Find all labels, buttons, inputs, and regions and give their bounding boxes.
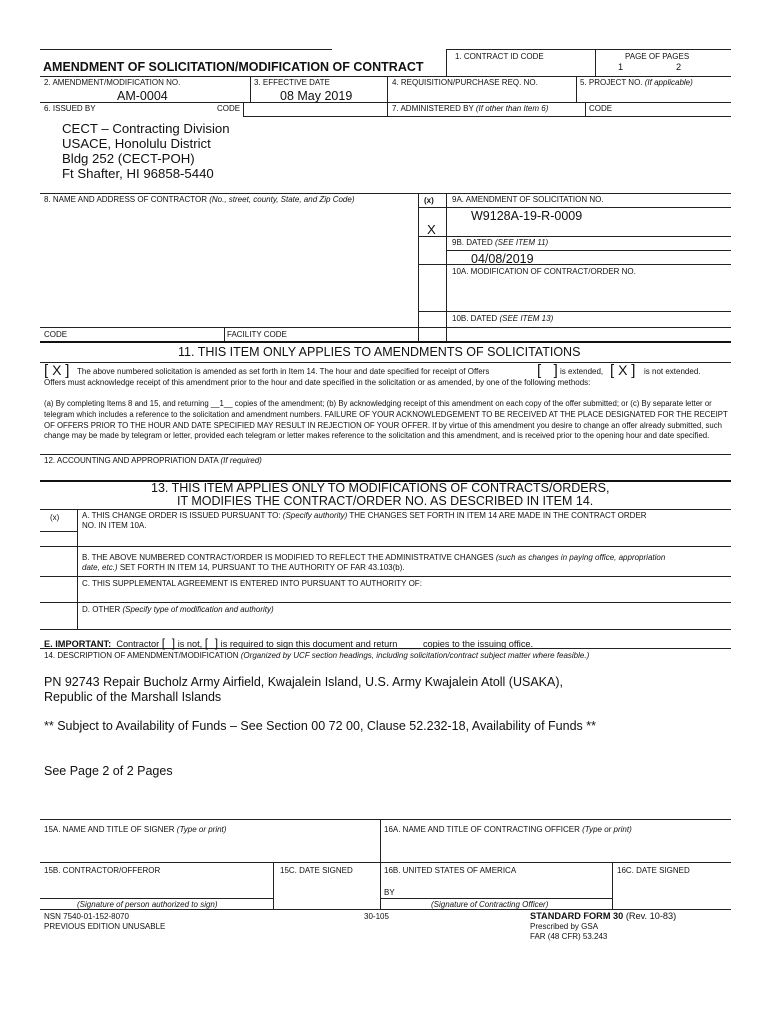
- contractor-code-label: CODE: [44, 330, 68, 339]
- item-13-heading-2: IT MODIFIES THE CONTRACT/ORDER NO. AS DESCRIBED IN ITEM 14.: [177, 494, 594, 508]
- description-line-2: Republic of the Marshall Islands: [44, 690, 222, 704]
- standard-form-title: STANDARD FORM 30 (Rev. 10-83): [530, 911, 677, 921]
- page-of-pages-label: PAGE OF PAGES: [625, 52, 690, 61]
- dated-9b-label: 9B. DATED (SEE ITEM 11): [452, 238, 549, 247]
- x-column-header: (x): [424, 196, 434, 205]
- issuer-address-line: Bldg 252 (CECT-POH): [62, 151, 195, 166]
- contractor-label: 8. NAME AND ADDRESS OF CONTRACTOR (No., street, county, State, and Zip Code): [44, 195, 355, 204]
- item-11-heading: 11. THIS ITEM ONLY APPLIES TO AMENDMENTS OF SOLICITATIONS: [178, 345, 581, 359]
- important-line: E. IMPORTANT: Contractor [ ] is not, [ ] is required to sign this document and return ____ copies to the issuing office.: [44, 636, 534, 650]
- effective-date-label: 3. EFFECTIVE DATE: [254, 78, 330, 87]
- administered-by-code-label: CODE: [589, 104, 613, 113]
- description-line-4: See Page 2 of 2 Pages: [44, 764, 173, 778]
- item-13-heading-1: 13. THIS ITEM APPLIES ONLY TO MODIFICATIONS OF CONTRACTS/ORDERS,: [151, 481, 610, 495]
- page-number: 1: [618, 62, 624, 72]
- dated-10b-label: 10B. DATED (SEE ITEM 13): [452, 314, 554, 323]
- option-d[interactable]: D. OTHER (Specify type of modification and authority): [82, 605, 274, 614]
- officer-date-signed-label: 16C. DATE SIGNED: [617, 866, 690, 875]
- option-c[interactable]: C. THIS SUPPLEMENTAL AGREEMENT IS ENTERED INTO PURSUANT TO AUTHORITY OF:: [82, 579, 422, 588]
- item-13-x-header: (x): [50, 513, 60, 522]
- previous-edition-label: PREVIOUS EDITION UNUSABLE: [44, 922, 166, 931]
- modification-no-label: 10A. MODIFICATION OF CONTRACT/ORDER NO.: [452, 267, 636, 276]
- issuer-address-line: USACE, Honolulu District: [62, 136, 211, 151]
- option-b-line-2: date, etc.) SET FORTH IN ITEM 14, PURSUANT TO THE AUTHORITY OF FAR 43.103(b).: [82, 563, 405, 572]
- issuer-address-line: Ft Shafter, HI 96858-5440: [62, 166, 214, 181]
- copies-value: __1__: [210, 399, 233, 408]
- is-not-extended-label: is not extended.: [644, 367, 701, 376]
- description-label: 14. DESCRIPTION OF AMENDMENT/MODIFICATION (Organized by UCF section headings, including solicitation/contract subject matter where feasible.): [44, 651, 590, 660]
- administered-by-label: 7. ADMINISTERED BY (If other than Item 6): [392, 104, 549, 113]
- option-b[interactable]: B. THE ABOVE NUMBERED CONTRACT/ORDER IS MODIFIED TO REFLECT THE ADMINISTRATIVE CHANGES (such as changes in paying office, appropriation: [82, 553, 666, 562]
- contractor-signature-caption: (Signature of person authorized to sign): [77, 900, 218, 909]
- united-states-label: 16B. UNITED STATES OF AMERICA: [384, 866, 517, 875]
- extension-checkbox-group: [ X ]: [44, 362, 70, 379]
- issued-by-code-label: CODE: [217, 104, 241, 113]
- option-a[interactable]: A. THIS CHANGE ORDER IS ISSUED PURSUANT TO: (Specify authority) THE CHANGES SET FORTH IN ITEM 14 ARE MADE IN THE CONTRACT ORDER: [82, 511, 647, 520]
- far-reference: FAR (48 CFR) 53.243: [530, 932, 608, 941]
- solicitation-no-label: 9A. AMENDMENT OF SOLICITATION NO.: [452, 195, 604, 204]
- facility-code-label: FACILITY CODE: [227, 330, 287, 339]
- effective-date-value: 08 May 2019: [280, 89, 353, 103]
- issuer-address-line: CECT – Contracting Division: [62, 121, 230, 136]
- requisition-label: 4. REQUISITION/PURCHASE REQ. NO.: [392, 78, 538, 87]
- accounting-label: 12. ACCOUNTING AND APPROPRIATION DATA (If required): [44, 456, 262, 465]
- checkbox-is-required[interactable]: [ ]: [204, 636, 219, 650]
- prescribed-by-label: Prescribed by GSA: [530, 922, 599, 931]
- description-line-3: ** Subject to Availability of Funds – See Section 00 72 00, Clause 52.232-18, Availability of Funds **: [44, 719, 596, 733]
- item-11-line-1: The above numbered solicitation is amended as set forth in Item 14. The hour and date specified for receipt of Offers: [77, 367, 490, 376]
- amendment-no-value: AM-0004: [117, 89, 168, 103]
- amendment-no-label: 2. AMENDMENT/MODIFICATION NO.: [44, 78, 181, 87]
- contract-id-label: 1. CONTRACT ID CODE: [455, 52, 544, 61]
- contractor-offeror-label: 15B. CONTRACTOR/OFFEROR: [44, 866, 161, 875]
- checkbox-not-extended[interactable]: X: [618, 362, 628, 378]
- form-code: 30-105: [364, 912, 389, 921]
- option-a-line-2: NO. IN ITEM 10A.: [82, 521, 147, 530]
- checkbox-is-not[interactable]: [ ]: [161, 636, 176, 650]
- description-line-1: PN 92743 Repair Bucholz Army Airfield, Kwajalein Island, U.S. Army Kwajalein Atoll (USAKA),: [44, 675, 563, 689]
- nsn-label: NSN 7540-01-152-8070: [44, 912, 129, 921]
- issued-by-label: 6. ISSUED BY: [44, 104, 96, 113]
- signer-name-label: 15A. NAME AND TITLE OF SIGNER (Type or print): [44, 825, 227, 834]
- form-title: AMENDMENT OF SOLICITATION/MODIFICATION OF CONTRACT: [43, 60, 424, 74]
- item-11-line-2: Offers must acknowledge receipt of this amendment prior to the hour and date specified in the solicitation or as amended, by one of the following methods:: [44, 378, 591, 387]
- is-extended-label: is extended,: [560, 367, 604, 376]
- officer-signature-caption: (Signature of Contracting Officer): [431, 900, 549, 909]
- officer-name-label: 16A. NAME AND TITLE OF CONTRACTING OFFICER (Type or print): [384, 825, 632, 834]
- checkbox-amended[interactable]: X: [52, 362, 62, 378]
- dated-9b-value: 04/08/2019: [471, 252, 534, 266]
- not-extended-checkbox-group: [ X ]: [610, 362, 636, 379]
- amendment-x-mark[interactable]: X: [427, 222, 436, 237]
- by-label: BY: [384, 888, 395, 897]
- item-11-instructions: (a) By completing Items 8 and 15, and returning __1__ copies of the amendment; (b) By acknowledging receipt of this amendment on each copy of the offer submitted; or (c) By separate letter or telegram which includes a reference to the solicitation and amendment numbers. FAILURE OF YOUR ACKNOWLEDGEMENT TO BE RECEIVED AT THE PLACE DESIGNATED FOR THE RECEIPT OF OFFERS PRIOR TO THE HOUR AND DATE SPECIFIED MAY RESULT IN REJECTION OF YOUR OFFER. If by virtue of this amendment you desire to change an offer already submitted, such change may be made by telegram or letter, provided each telegram or letter makes reference to the solicitation and this amendment, and is received prior to the opening hour and date specified.: [44, 399, 728, 441]
- project-no-label: 5. PROJECT NO. (If applicable): [580, 78, 693, 87]
- total-pages: 2: [676, 62, 682, 72]
- contractor-date-signed-label: 15C. DATE SIGNED: [280, 866, 353, 875]
- checkbox-extended[interactable]: [ ]: [537, 362, 558, 379]
- solicitation-no-value: W9128A-19-R-0009: [471, 209, 583, 223]
